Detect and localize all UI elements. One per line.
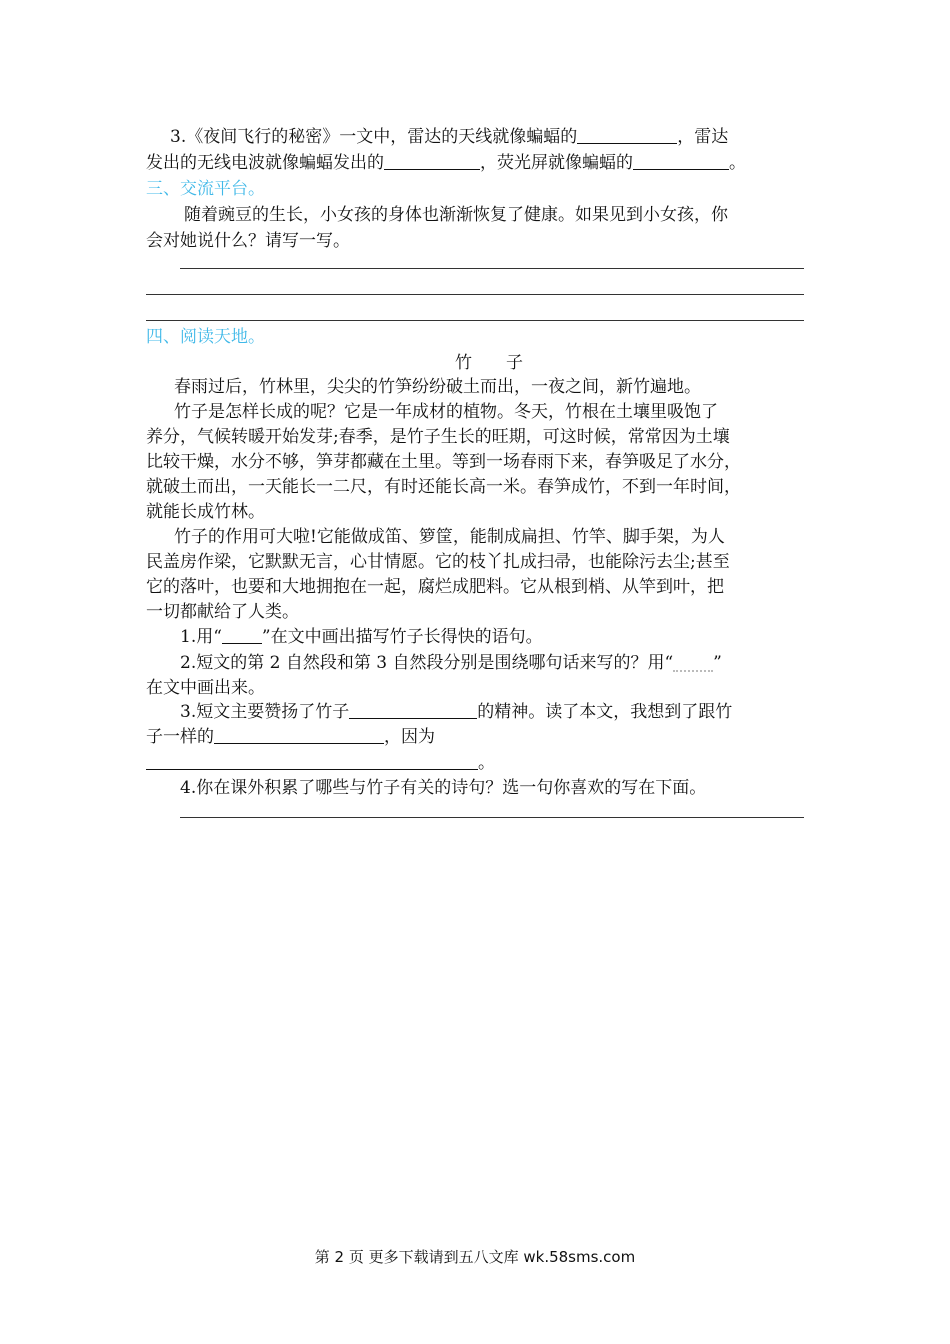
answer-blank[interactable]	[633, 151, 729, 170]
passage-para2-line: 比较干燥，水分不够，笋芽都藏在土里。等到一场春雨下来，春笋吸足了水分，	[146, 452, 741, 472]
answer-line[interactable]	[180, 268, 804, 269]
section3-line1: 随着豌豆的生长，小女孩的身体也渐渐恢复了健康。如果见到小女孩，你	[184, 205, 728, 225]
passage-para3-line: 民盖房作梁，它默默无言，心甘情愿。它的枝丫扎成扫帚，也能除污去尘;甚至	[146, 552, 730, 572]
q3-text-5: 。	[729, 153, 746, 173]
answer-blank[interactable]	[146, 751, 478, 770]
page-footer: 第 2 页 更多下载请到五八文库 wk.58sms.com	[314, 1248, 636, 1266]
answer-blank[interactable]	[577, 125, 677, 144]
q3-text-2: ，雷达	[677, 127, 729, 147]
q3-text-1: 3.《夜间飞行的秘密》一文中，雷达的天线就像蝙蝠的	[170, 127, 578, 147]
question-3-line2	[146, 724, 435, 750]
q3b-text-1: 3.短文主要赞扬了竹子	[180, 702, 350, 722]
q3-text-3: 发出的无线电波就像蝙蝠发出的	[146, 153, 384, 173]
passage-para3-line: 它的落叶，也要和大地拥抱在一起，腐烂成肥料。它从根到梢、从竿到叶，把	[146, 577, 724, 597]
question-1	[180, 624, 543, 650]
question-2-cont: 在文中画出来。	[146, 678, 265, 698]
q3-text-4: ，荧光屏就像蝙蝠的	[480, 153, 633, 173]
passage-para2-line: 养分，气候转暖开始发芽;春季，是竹子生长的旺期，可这时候，常常因为土壤	[146, 427, 730, 447]
underline-sample	[222, 629, 262, 644]
q2-text-2: ”	[713, 653, 722, 673]
q1-text-2: ”在文中画出描写竹子长得快的语句。	[261, 627, 543, 647]
section4-heading: 四、阅读天地。	[146, 327, 265, 347]
passage-para1: 春雨过后，竹林里，尖尖的竹笋纷纷破土而出，一夜之间，新竹遍地。	[174, 377, 701, 397]
passage-para2-line: 就能长成竹林。	[146, 502, 265, 522]
section3-line2: 会对她说什么？请写一写。	[146, 231, 350, 251]
answer-blank[interactable]	[214, 725, 384, 744]
answer-line[interactable]	[180, 817, 804, 818]
passage-title: 竹 子	[455, 353, 523, 373]
q1-text-1: 1.用“	[180, 627, 222, 647]
answer-line[interactable]	[146, 320, 804, 321]
question-4: 4.你在课外积累了哪些与竹子有关的诗句？选一句你喜欢的写在下面。	[180, 778, 707, 798]
q3b-text-2: 的精神。读了本文，我想到了跟竹	[477, 702, 733, 722]
answer-blank[interactable]	[384, 151, 480, 170]
q2-text-1: 2.短文的第 2 自然段和第 3 自然段分别是围绕哪句话来写的？用“	[180, 653, 674, 673]
q3-line2	[146, 150, 746, 176]
q3-line1	[170, 124, 728, 150]
section3-heading: 三、交流平台。	[146, 179, 265, 199]
answer-line[interactable]	[146, 294, 804, 295]
question-3-line3	[146, 750, 495, 776]
q3b-text-5: 。	[478, 753, 495, 773]
wavy-line-sample	[673, 660, 713, 672]
passage-para3-line: 一切都献给了人类。	[146, 602, 299, 622]
passage-para2-line: 竹子是怎样长成的呢？它是一年成材的植物。冬天，竹根在土壤里吸饱了	[174, 402, 718, 422]
answer-blank[interactable]	[349, 700, 477, 719]
passage-para3-line: 竹子的作用可大啦!它能做成笛、箩筐，能制成扁担、竹竿、脚手架，为人	[174, 527, 725, 547]
question-3	[180, 699, 732, 725]
q3b-text-4: ，因为	[384, 727, 435, 747]
passage-para2-line: 就破土而出，一天能长一二尺，有时还能长高一米。春笋成竹，不到一年时间，	[146, 477, 741, 497]
q3b-text-3: 子一样的	[146, 727, 214, 747]
question-2	[180, 650, 722, 676]
